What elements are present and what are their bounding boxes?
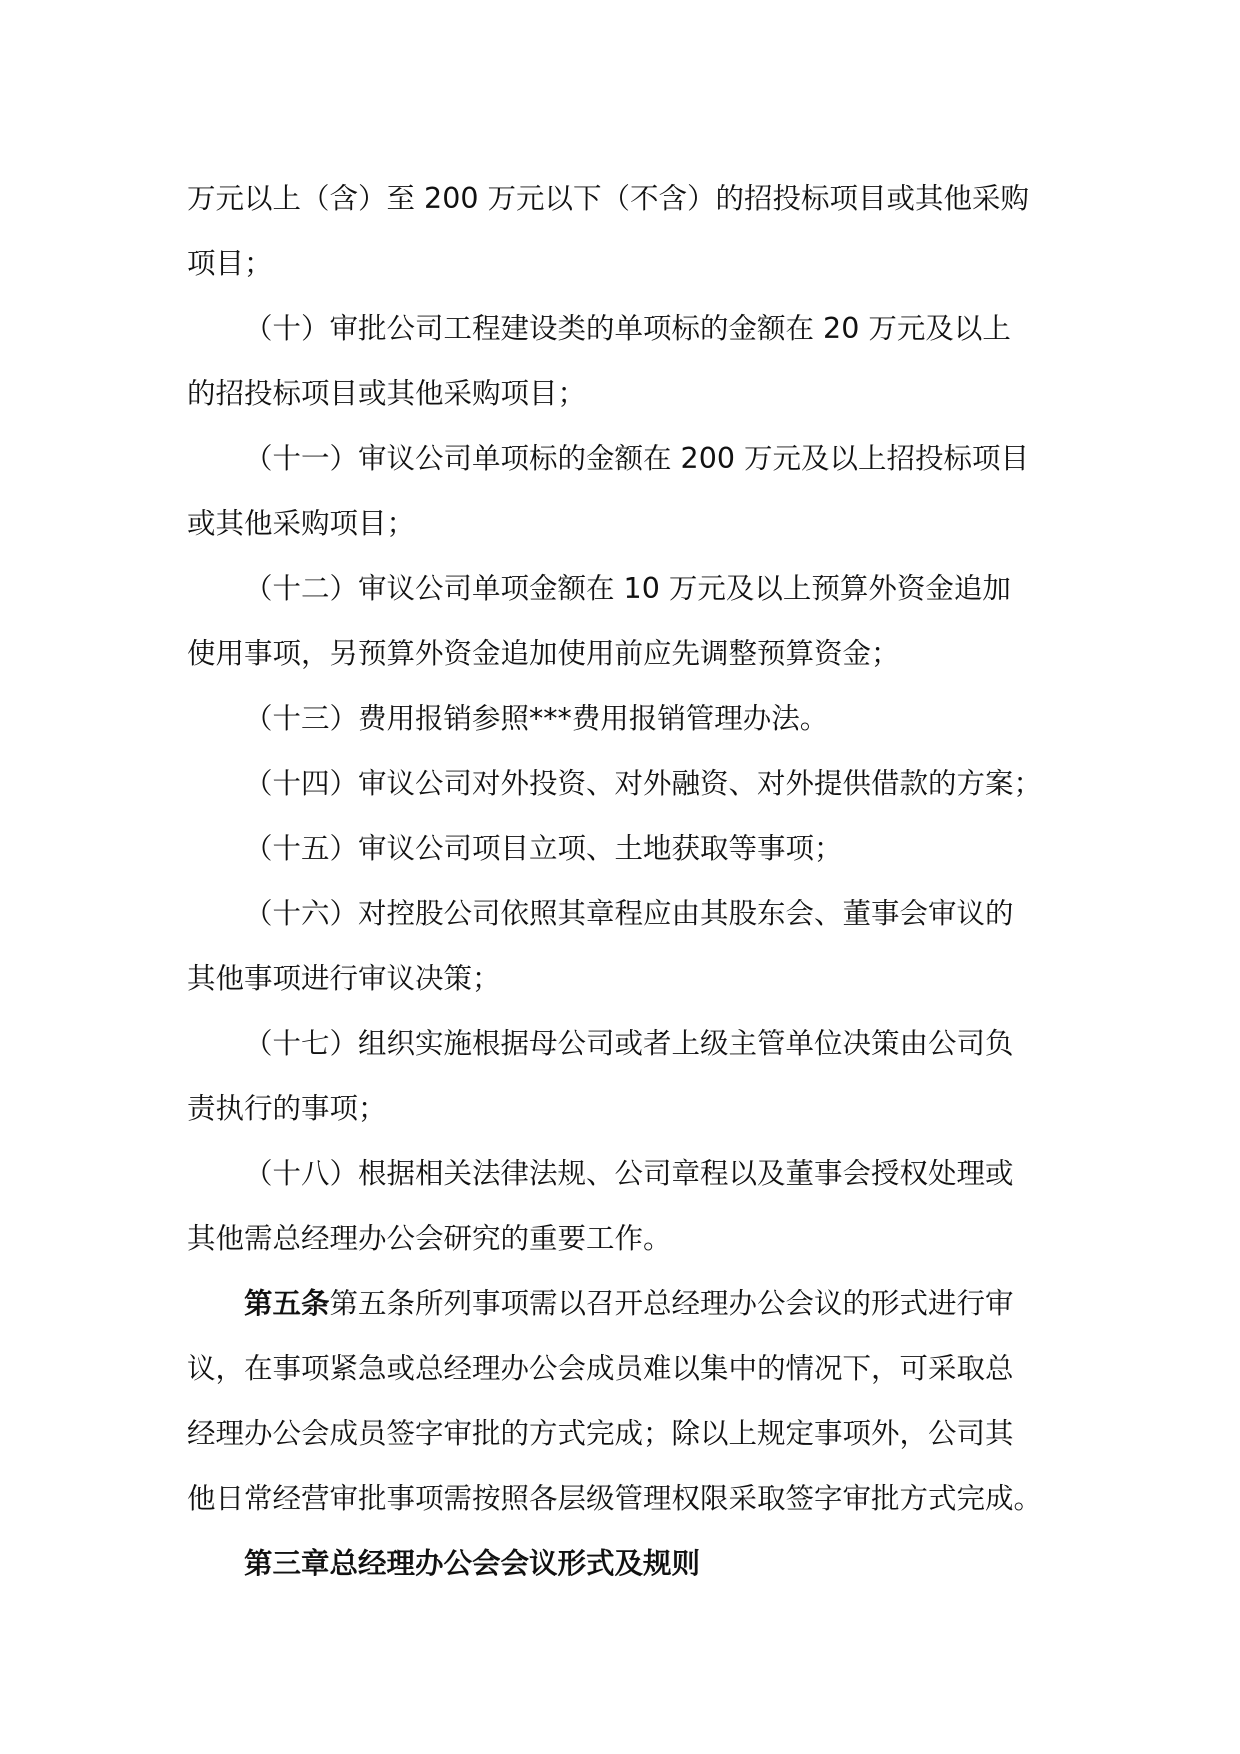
text-line: （十七）组织实施根据母公司或者上级主管单位决策由公司负 [244, 1027, 1014, 1060]
article-5-line: 议，在事项紧急或总经理办公会成员难以集中的情况下，可采取总 [187, 1352, 1014, 1385]
document-body [187, 166, 1057, 1596]
text-line: （十三）费用报销参照***费用报销管理办法。 [244, 702, 829, 735]
article-5-label: 第五条 [244, 1287, 330, 1320]
text-line: （十六）对控股公司依照其章程应由其股东会、董事会审议的 [244, 897, 1014, 930]
text-line: （十一）审议公司单项标的金额在 200 万元及以上招投标项目 [244, 442, 1030, 475]
article-5-line: 他日常经营审批事项需按照各层级管理权限采取签字审批方式完成。 [187, 1482, 1043, 1515]
text-line: （十四）审议公司对外投资、对外融资、对外提供借款的方案； [244, 767, 1043, 800]
text-line: 责执行的事项； [187, 1092, 387, 1125]
text-line: （十五）审议公司项目立项、土地获取等事项； [244, 832, 843, 865]
text-line: 其他事项进行审议决策； [187, 962, 501, 995]
chapter-heading: 第三章总经理办公会会议形式及规则 [244, 1547, 701, 1580]
text-line: 万元以上（含）至 200 万元以下（不含）的招投标项目或其他采购 [187, 182, 1030, 215]
article-5-line [187, 1271, 1057, 1336]
text-line: （十二）审议公司单项金额在 10 万元及以上预算外资金追加 [244, 572, 1011, 605]
article-5-text: 第五条所列事项需以召开总经理办公会议的形式进行审 [329, 1287, 1014, 1320]
text-line: 使用事项，另预算外资金追加使用前应先调整预算资金； [187, 637, 900, 670]
text-line: 其他需总经理办公会研究的重要工作。 [187, 1222, 672, 1255]
text-line: 或其他采购项目； [187, 507, 416, 540]
text-line: 的招投标项目或其他采购项目； [187, 377, 587, 410]
article-5-line: 经理办公会成员签字审批的方式完成；除以上规定事项外，公司其 [187, 1417, 1014, 1450]
text-line: （十八）根据相关法律法规、公司章程以及董事会授权处理或 [244, 1157, 1014, 1190]
text-line: 项目； [187, 247, 273, 280]
text-line: （十）审批公司工程建设类的单项标的金额在 20 万元及以上 [244, 312, 1011, 345]
